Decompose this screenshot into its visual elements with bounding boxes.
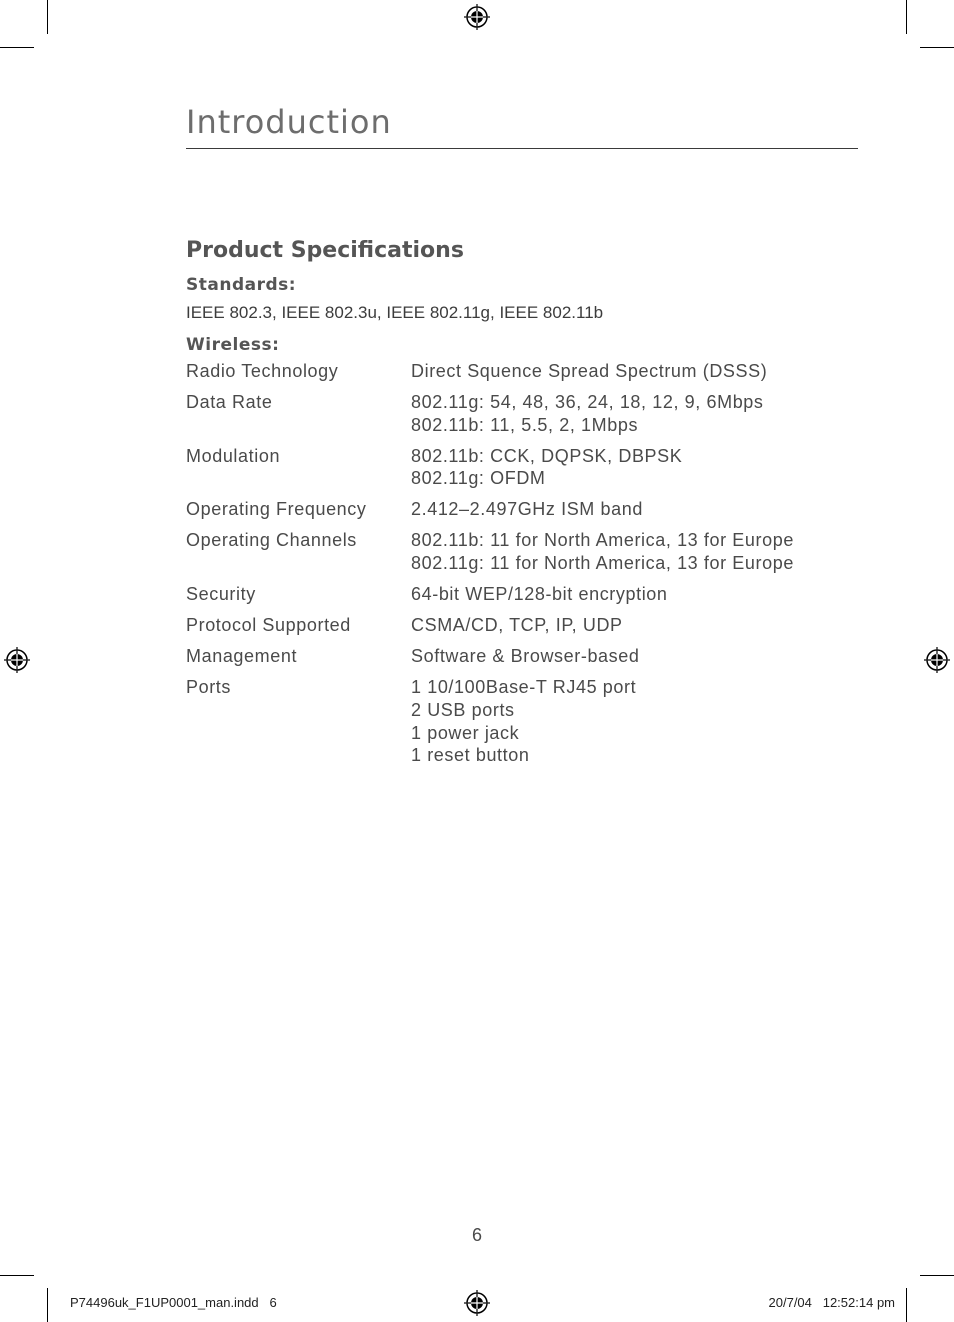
spec-value-line: 2.412–2.497GHz ISM band [411,499,643,520]
spec-value [411,645,858,668]
spec-value-line: 1 10/100Base-T RJ45 port [411,677,637,698]
registration-mark-right-icon [924,647,950,673]
spec-value-line: 1 power jack [411,722,520,743]
crop-mark-top-left-vertical [47,0,48,34]
spec-row [186,676,858,767]
crop-mark-bottom-right-vertical [906,1288,907,1322]
spec-row [186,445,858,490]
spec-row [186,498,858,521]
spec-value [411,391,858,436]
spec-label: Data Rate [186,392,273,412]
spec-row [186,645,858,668]
page-number: 6 [471,1225,482,1245]
spec-label: Operating Frequency [186,499,367,520]
spec-value-line: 802.11b: 11 for North America, 13 for Europe [411,530,794,551]
specs-title: Product Specifications [186,238,464,263]
spec-row [186,583,858,606]
spec-value-line: 64-bit WEP/128-bit encryption [411,584,668,605]
crop-mark-bottom-left-vertical [47,1288,48,1322]
spec-label: Management [186,646,298,667]
spec-value-line: 802.11g: OFDM [411,468,546,489]
spec-value-line: 2 USB ports [411,699,515,720]
crop-mark-top-right-vertical [906,0,907,34]
spec-value [411,360,858,383]
spec-value-line: 802.11g: 54, 48, 36, 24, 18, 12, 9, 6Mbps [411,392,764,412]
spec-value-line: Software & Browser-based [411,646,640,667]
spec-value-line: Direct Squence Spread Spectrum (DSSS) [411,361,768,381]
heading-rule [186,148,858,149]
spec-value [411,498,858,521]
spec-row [186,529,858,574]
standards-heading: Standards: [186,275,297,295]
wireless-spec-table [186,360,858,767]
spec-label: Protocol Supported [186,615,351,636]
spec-value [411,676,858,767]
crop-mark-top-left-horizontal [0,47,34,48]
crop-mark-bottom-left-horizontal [0,1275,34,1276]
spec-value-line: CSMA/CD, TCP, IP, UDP [411,615,623,636]
print-slug-filename: P74496uk_F1UP0001_man.indd 6 [70,1295,277,1310]
spec-value [411,445,858,490]
spec-row [186,360,858,383]
spec-value-line: 1 reset button [411,745,530,766]
product-specifications-section [186,236,858,775]
spec-label: Modulation [186,445,281,466]
crop-mark-top-right-horizontal [920,47,954,48]
section-title: Introduction [186,103,392,141]
spec-label: Ports [186,677,232,698]
spec-value [411,583,858,606]
registration-mark-bottom-icon [464,1290,490,1316]
spec-value-line: 802.11b: 11, 5.5, 2, 1Mbps [411,414,639,435]
print-slug-timestamp: 20/7/04 12:52:14 pm [768,1295,895,1310]
standards-value: IEEE 802.3, IEEE 802.3u, IEEE 802.11g, IEEE 802.11b [186,303,604,322]
crop-mark-bottom-right-horizontal [920,1275,954,1276]
registration-mark-left-icon [4,647,30,673]
spec-value-line: 802.11g: 11 for North America, 13 for Europe [411,553,794,574]
spec-label: Security [186,584,256,605]
spec-row [186,614,858,637]
spec-value [411,529,858,574]
registration-mark-top-icon [464,4,490,30]
wireless-heading: Wireless: [186,335,280,355]
spec-row [186,391,858,436]
spec-label: Operating Channels [186,530,357,551]
spec-value-line: 802.11b: CCK, DQPSK, DBPSK [411,445,683,466]
spec-label: Radio Technology [186,361,339,381]
spec-value [411,614,858,637]
